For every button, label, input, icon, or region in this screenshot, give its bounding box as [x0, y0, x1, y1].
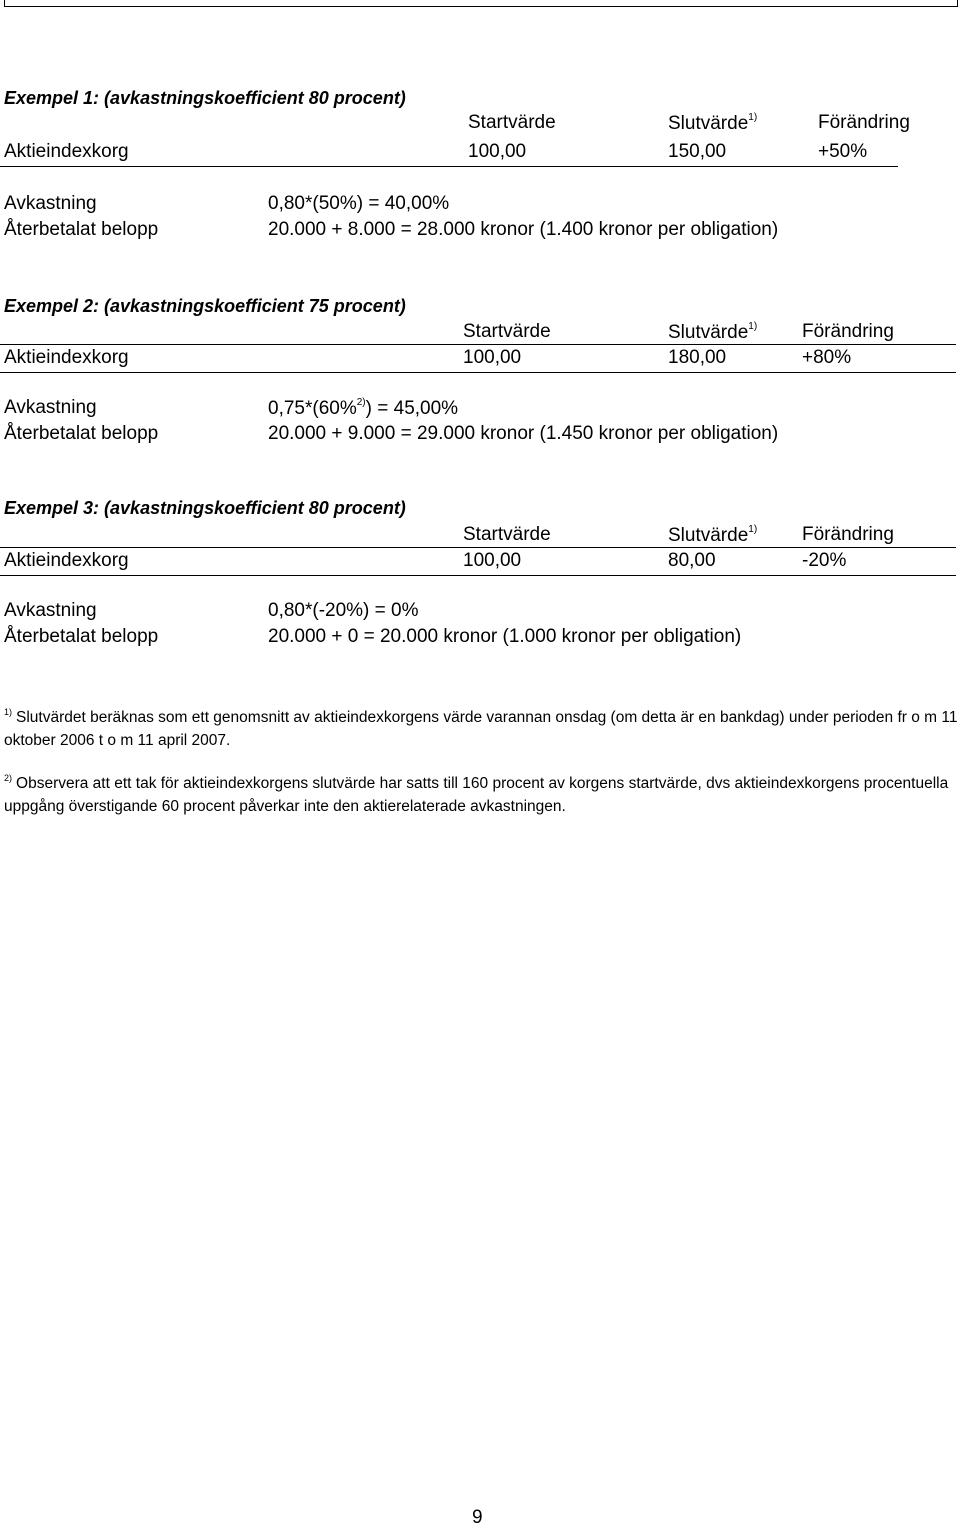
footnote-ref: 1): [748, 112, 758, 123]
footnote-1: [4, 701, 959, 752]
start-value: 100,00: [468, 141, 527, 162]
footnote-text: Slutvärdet beräknas som ett genomsnitt av aktieindexkorgens värde varannan onsdag (om detta är en bankdag) under perioden fr o m 11 oktober 2006 t o m 11 april 2007.: [4, 709, 958, 749]
column-header-end: Slutvärde$^{1)}$: [668, 524, 758, 546]
change-value: -20%: [802, 550, 847, 571]
start-value: 100,00: [463, 550, 522, 571]
column-header-start: Startvärde: [463, 524, 551, 545]
row-label: Aktieindexkorg: [4, 141, 129, 162]
footnote-marker: 1): [4, 707, 13, 717]
example-title: Exempel 3: (avkastningskoefficient 80 procent): [4, 498, 406, 518]
example-title: Exempel 2: (avkastningskoefficient 75 procent): [4, 296, 406, 316]
return-value: 0,75*(60%$^{2)}$) = 45,00%: [268, 397, 459, 419]
divider: [0, 166, 898, 167]
footnote-ref: 2): [356, 397, 366, 408]
return-label: Avkastning: [4, 397, 97, 418]
repaid-value: 20.000 + 9.000 = 29.000 kronor (1.450 kronor per obligation): [268, 423, 779, 444]
column-header-change: Förändring: [818, 112, 910, 133]
end-value: 180,00: [668, 347, 727, 368]
page-number: 9: [472, 1507, 483, 1528]
end-value: 80,00: [668, 550, 716, 571]
footnote-ref: 1): [748, 321, 758, 332]
divider: [0, 344, 956, 345]
page-border: [4, 0, 958, 7]
return-label: Avkastning: [4, 193, 97, 214]
repaid-label: Återbetalat belopp: [4, 626, 159, 647]
change-value: +80%: [802, 347, 852, 368]
start-value: 100,00: [463, 347, 522, 368]
footnote-marker: 2): [4, 773, 13, 783]
row-label: Aktieindexkorg: [4, 347, 129, 368]
repaid-label: Återbetalat belopp: [4, 219, 159, 240]
footnote-2: [4, 767, 959, 818]
column-header-end: Slutvärde$^{1)}$: [668, 321, 758, 343]
end-value: 150,00: [668, 141, 727, 162]
divider: [0, 547, 956, 548]
repaid-value: 20.000 + 0 = 20.000 kronor (1.000 kronor per obligation): [268, 626, 742, 647]
column-header-change: Förändring: [802, 524, 894, 545]
footnote-text: Observera att ett tak för aktieindexkorgens slutvärde har satts till 160 procent av korgens startvärde, dvs aktieindexkorgens procentuella uppgång överstigande 60 procent påverkar inte den aktierelaterade avkastningen.: [4, 775, 949, 815]
footnote-ref: 1): [748, 524, 758, 535]
change-value: +50%: [818, 141, 868, 162]
return-value: 0,80*(-20%) = 0%: [268, 600, 419, 621]
column-header-start: Startvärde: [468, 112, 556, 133]
column-header-start: Startvärde: [463, 321, 551, 342]
column-header-end: Slutvärde$^{1)}$: [668, 112, 758, 134]
repaid-label: Återbetalat belopp: [4, 423, 159, 444]
example-title: Exempel 1: (avkastningskoefficient 80 procent): [4, 88, 406, 108]
column-header-change: Förändring: [802, 321, 894, 342]
divider: [0, 372, 956, 373]
divider: [0, 575, 956, 576]
row-label: Aktieindexkorg: [4, 550, 129, 571]
repaid-value: 20.000 + 8.000 = 28.000 kronor (1.400 kronor per obligation): [268, 219, 779, 240]
return-label: Avkastning: [4, 600, 97, 621]
return-value: 0,80*(50%) = 40,00%: [268, 193, 450, 214]
